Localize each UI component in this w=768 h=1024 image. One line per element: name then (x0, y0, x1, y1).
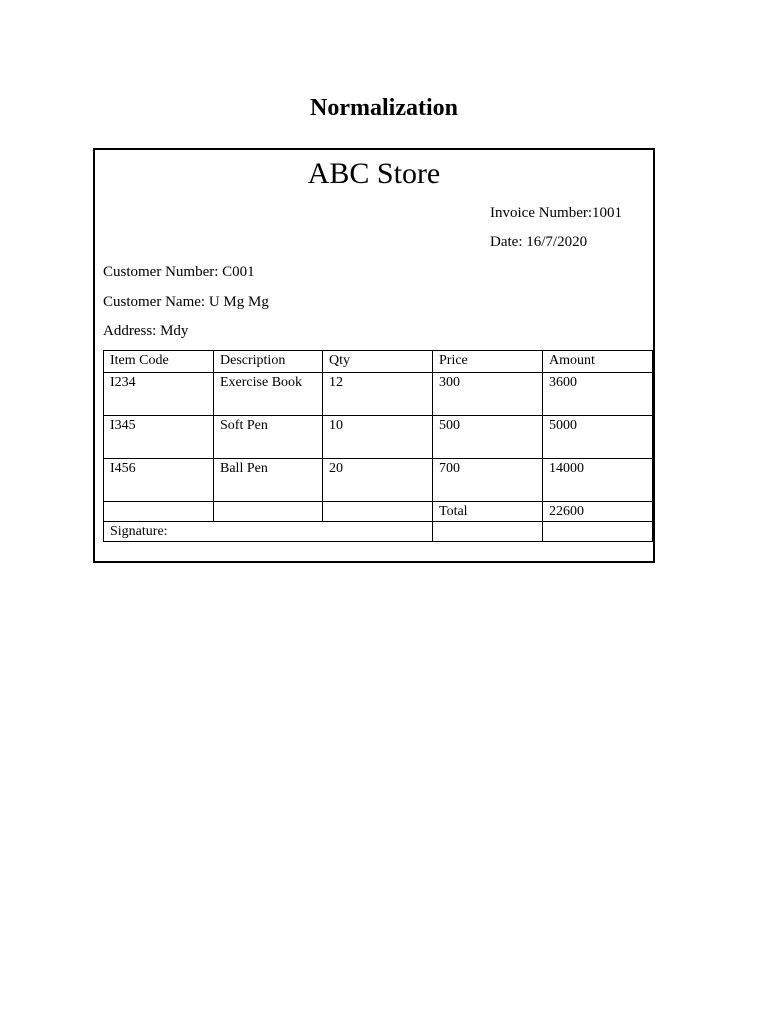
column-header-amount: Amount (543, 351, 653, 373)
total-row (104, 502, 653, 522)
signature-row (104, 522, 653, 542)
items-table (103, 350, 653, 542)
empty-cell (433, 522, 543, 542)
table-row (104, 459, 653, 502)
empty-cell (543, 522, 653, 542)
cell-description: Soft Pen (214, 416, 323, 459)
cell-amount: 5000 (543, 416, 653, 459)
cell-price: 500 (433, 416, 543, 459)
empty-cell (104, 502, 214, 522)
invoice-date: Date: 16/7/2020 (490, 234, 588, 250)
store-name: ABC Store (307, 157, 441, 190)
signature-label: Signature: (104, 522, 433, 542)
column-header-qty: Qty (323, 351, 433, 373)
cell-amount: 14000 (543, 459, 653, 502)
customer-number: Customer Number: C001 (103, 264, 255, 280)
table-row (104, 373, 653, 416)
empty-cell (214, 502, 323, 522)
customer-name: Customer Name: U Mg Mg (103, 294, 269, 310)
column-header-description: Description (214, 351, 323, 373)
page-title: Normalization (310, 95, 458, 121)
invoice-box (93, 148, 655, 563)
table-row (104, 416, 653, 459)
cell-price: 700 (433, 459, 543, 502)
total-value: 22600 (543, 502, 653, 522)
cell-item-code: I234 (104, 373, 214, 416)
cell-qty: 12 (323, 373, 433, 416)
total-label: Total (433, 502, 543, 522)
customer-address: Address: Mdy (103, 323, 189, 339)
cell-amount: 3600 (543, 373, 653, 416)
cell-item-code: I456 (104, 459, 214, 502)
empty-cell (323, 502, 433, 522)
cell-price: 300 (433, 373, 543, 416)
cell-qty: 10 (323, 416, 433, 459)
table-header-row (104, 351, 653, 373)
column-header-item-code: Item Code (104, 351, 214, 373)
column-header-price: Price (433, 351, 543, 373)
cell-description: Exercise Book (214, 373, 323, 416)
cell-description: Ball Pen (214, 459, 323, 502)
cell-qty: 20 (323, 459, 433, 502)
cell-item-code: I345 (104, 416, 214, 459)
invoice-number: Invoice Number:1001 (490, 205, 623, 221)
